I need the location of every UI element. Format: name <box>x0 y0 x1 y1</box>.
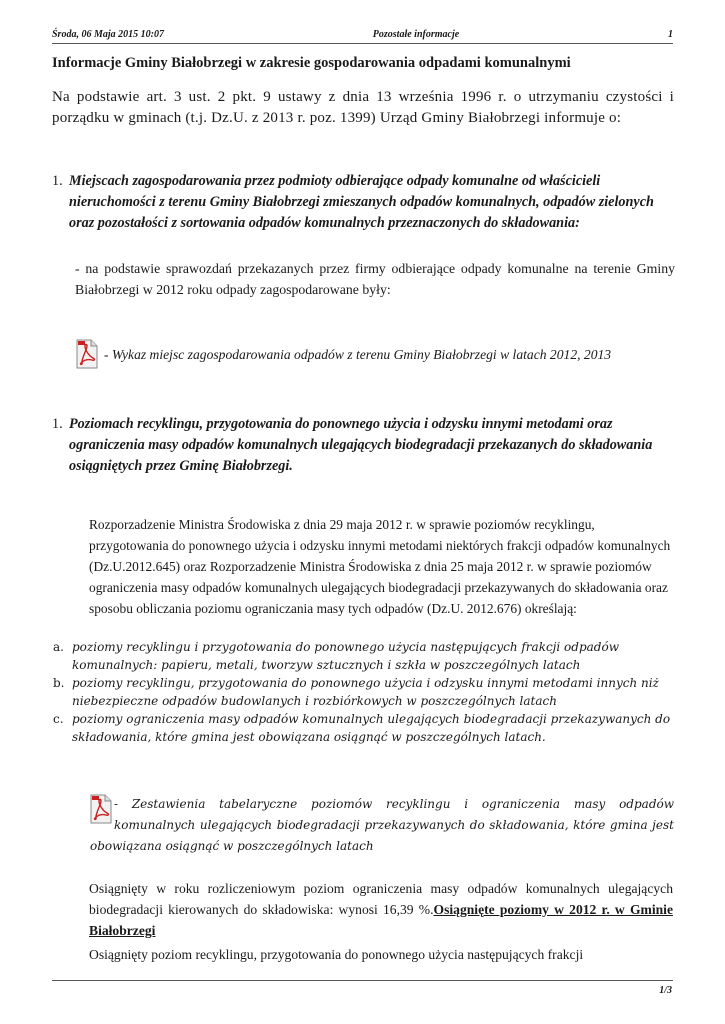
section1-heading-text: Miejscach zagospodarowania przez podmioty odbierające odpady komunalne od właścicieli nieruchomości z terenu Gminy Białobrzegi zmieszanych odpadów komunalnych, odpadów zielonych oraz pozostałości z sortowania odpadów komunalnych przeznaczonych do składowania: <box>69 173 654 231</box>
list-item <box>53 638 678 674</box>
section1-heading <box>52 171 662 234</box>
footer-page-count: 1/3 <box>659 985 672 996</box>
list-item <box>53 674 678 710</box>
list-item-label: a. <box>53 640 64 654</box>
section2-heading-text: Poziomach recyklingu, przygotowania do ponownego użycia i odzysku innymi metodami oraz ograniczenia masy odpadów komunalnych ulegających biodegradacji przekazanych do składowania osiągniętych przez Gminę Białobrzegi. <box>69 416 653 474</box>
section1-pdf-link[interactable] <box>76 339 686 369</box>
list-item-label: c. <box>53 712 64 726</box>
header-section: Pozostałe informacje <box>372 29 460 40</box>
header-divider <box>52 43 673 44</box>
section1-text: - na podstawie sprawozdań przekazanych przez firmy odbierające odpady komunalne na terenie Gminy Białobrzegi w 2012 roku odpady zagospodarowane były: <box>75 261 675 297</box>
header-date: Środa, 06 Maja 2015 10:07 <box>52 29 164 40</box>
footer-divider <box>52 980 673 981</box>
section1-number: 1. <box>52 173 63 189</box>
list-item-text: poziomy recyklingu i przygotowania do ponownego użycia następujących frakcji odpadów komunalnych: papieru, metali, tworzyw sztucznych i szkła w poszczególnych latach <box>72 640 619 672</box>
pdf-file-icon <box>90 794 112 824</box>
section1-pdf-link-text: - Wykaz miejsc zagospodarowania odpadów z terenu Gminy Białobrzegi w latach 2012, 2013 <box>104 346 612 362</box>
list-item-label: b. <box>53 676 65 690</box>
list-item <box>53 710 678 746</box>
section2-heading <box>52 414 672 477</box>
intro-paragraph: Na podstawie art. 3 ust. 2 pkt. 9 ustawy z dnia 13 września 1996 r. o utrzymaniu czystości i porządku w gminach (t.j. Dz.U. z 2013 r. poz. 1399) Urząd Gminy Białobrzegi informuje o: <box>52 89 674 126</box>
achieved-paragraph <box>89 878 673 941</box>
header-page-number: 1 <box>668 29 673 40</box>
section2-pdf-link[interactable] <box>90 794 674 857</box>
section2-pdf-link-text: - Zestawienia tabelaryczne poziomów recyklingu i ograniczenia masy odpadów komunalnych ulegających biodegradacji przekazywanych do składowania, które gmina jest obowiązana osiągnąć w poszczególnych latach <box>90 797 674 853</box>
list-item-text: poziomy recyklingu, przygotowania do ponownego użycia i odzysku innymi metodami innych niż niebezpieczne odpadów budowlanych i rozbiórkowych w poszczególnych latach <box>72 676 659 708</box>
list-item-text: poziomy ograniczenia masy odpadów komunalnych ulegających biodegradacji przekazywanych do składowania, które gmina jest obowiązana osiągnąć w poszczególnych latach. <box>72 712 671 744</box>
pdf-file-icon <box>76 339 98 369</box>
page-header <box>52 29 673 40</box>
section2-number: 1. <box>52 416 63 432</box>
recycling-paragraph: Osiągnięty poziom recyklingu, przygotowania do ponownego użycia następujących frakcji <box>89 947 584 962</box>
section2-regulation: Rozporzadzenie Ministra Środowiska z dnia 29 maja 2012 r. w sprawie poziomów recyklingu, przygotowania do ponownego użycia i odzysku innymi metodami niektórych frakcji odpadów komunalnych (Dz.U.2012.645) oraz Rozporzadzenie Ministra Środowiska z dnia 25 maja 2012 r. w sprawie poziomów ograniczenia masy odpadów komunalnych ulegających biodegradacji przekazywanych do składowania oraz sposobu obliczania poziomu ograniczania masy tych odpadów (Dz.U. 2012.676) określają: <box>89 517 671 616</box>
achieved-levels-link[interactable]: Osiągnięte poziomy w 2012 r. w Gminie Białobrzegi <box>89 902 673 938</box>
achieved-text: Osiągnięty w roku rozliczeniowym poziom ograniczenia masy odpadów komunalnych ulegających biodegradacji kierowanych do składowiska: wynosi 16,39 %. <box>89 881 673 917</box>
page-title: Informacje Gminy Białobrzegi w zakresie gospodarowania odpadami komunalnymi <box>52 55 571 71</box>
section2-list <box>53 638 678 746</box>
